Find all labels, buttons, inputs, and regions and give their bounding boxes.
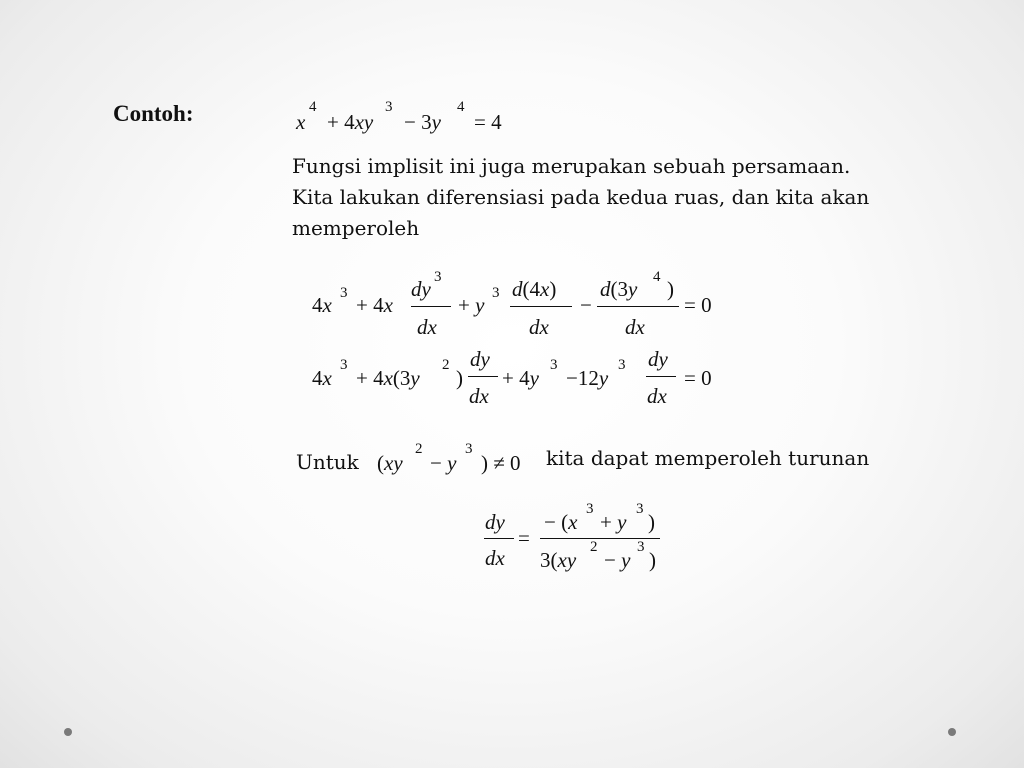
derivative-equation-1: 4x 3 + 4x dy 3 dx + y 3 d(4x) dx − d(3y 4 ) dx = 0 (312, 270, 732, 342)
corner-dot-right (948, 728, 956, 736)
fraction-d3y4-dx: d(3y 4 ) dx (597, 270, 681, 342)
example-label: Contoh: (113, 101, 194, 126)
fraction-d4x-dx: d(4x) dx (510, 270, 574, 342)
explanation-paragraph: Fungsi implisit ini juga merupakan sebuah persamaan. Kita lakukan diferensiasi pada kedua ruas, dan kita akan memperoleh (292, 154, 870, 240)
derivative-equation-2: 4x 3 + 4x(3y 2 ) dy dx + 4y 3 −12y 3 dy dx = 0 (312, 346, 732, 412)
fraction-dy-dx-b: dy dx (646, 346, 678, 412)
fraction-dy-dx-a: dy dx (468, 346, 500, 412)
corner-dot-left (64, 728, 72, 736)
condition-expression: (xy 2 − y 3 ) ≠ 0 (377, 441, 521, 475)
result-equation: dy dx = − (x 3 + y 3 ) 3(xy 2 − y 3 ) (484, 500, 684, 580)
fraction-dy3-dx: dy 3 dx (411, 270, 453, 342)
condition-prefix: Untuk (296, 450, 359, 474)
fraction-dy-dx-result: dy dx (484, 500, 518, 580)
fraction-result-rhs: − (x 3 + y 3 ) 3(xy 2 − y 3 ) (540, 500, 664, 580)
given-equation: x 4 + 4xy 3 − 3y 4 = 4 (296, 99, 502, 134)
condition-suffix: kita dapat memperoleh turunan (546, 446, 870, 470)
